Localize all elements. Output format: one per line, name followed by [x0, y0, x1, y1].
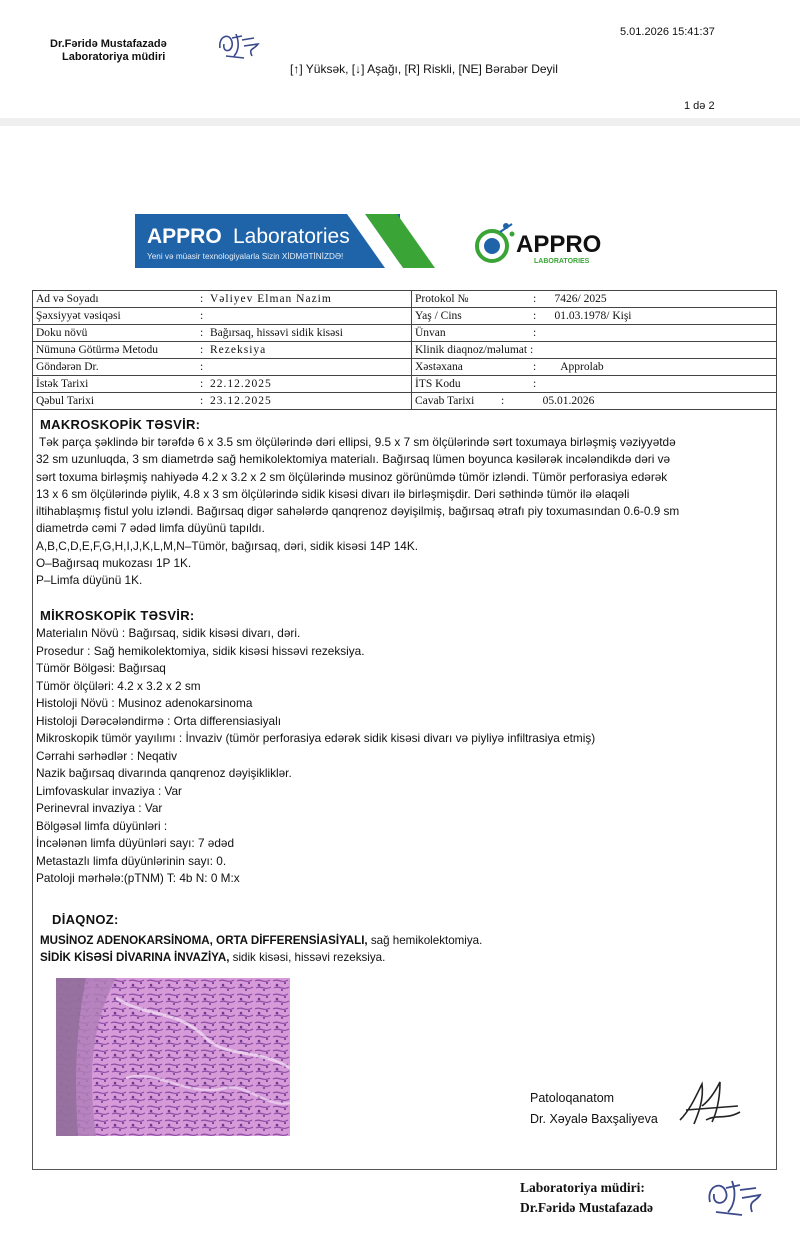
table-row: İstək Tarixi : 22.12.2025 İTS Kodu : [33, 376, 777, 393]
accept-label: Qəbul Tarixi [36, 395, 95, 407]
id-label: Şəxsiyyət vəsiqəsi [36, 310, 121, 322]
method-label: Nümunə Götürmə Metodu [36, 344, 159, 356]
micro-line: Bölgəsəl limfa düyünləri : [36, 818, 168, 833]
macro-line: O–Bağırsaq mukozası 1P 1K. [36, 556, 192, 571]
table-row: Göndərən Dr. : Xəstəxana : Approlab [33, 359, 777, 376]
macro-line: diametrdə cəmi 7 ədəd limfa düyünü tapıldı. [36, 521, 265, 536]
macro-text [36, 434, 772, 590]
answer-value: 05.01.2026 [542, 395, 595, 407]
side-logo-name: APPRO [516, 231, 602, 258]
micro-line: Materialın Növü : Bağırsaq, sidik kisəsi divarı, dəri. [36, 626, 301, 640]
diagnosis-title: DİAQNOZ: [52, 912, 119, 927]
macro-line: P–Limfa düyünü 1K. [36, 573, 143, 588]
macro-line: 13 x 6 sm ölçülərində piylik, 4.8 x 3 sm ölçülərində sidik kisəsi divarı ilə birləşmişdir. Dəri səthində tümör ilə əlaqəli [36, 486, 630, 501]
macro-line: 32 sm uzunluqda, 3 sm diametrdə sağ hemikolektomiya materialı. Bağırsaq lümen boyunca kəsilərək incələndikdə dəri və [36, 452, 671, 467]
appro-banner-logo [135, 214, 435, 268]
micro-title: MİKROSKOPİK TƏSVİR: [40, 608, 195, 623]
macro-title: MAKROSKOPİK TƏSVİR: [40, 417, 201, 432]
micro-line: Histoloji Növü : Musinoz adenokarsinoma [36, 696, 253, 710]
side-logo-sub: LABORATORIES [534, 258, 590, 265]
banner-title-2: Laboratories [233, 225, 350, 248]
table-row: Qəbul Tarixi : 23.12.2025 Cavab Tarixi : 05.01.2026 [33, 393, 777, 410]
table-row: Şəxsiyyət vəsiqəsi : Yaş / Cins : 01.03.1978/ Kişi [33, 308, 777, 325]
micro-line: Perinevral invaziya : Var [36, 801, 163, 815]
table-row: Ad və Soyadı : Vəliyev Elman Nazim Protokol № : 7426/ 2025 [33, 291, 777, 308]
micro-line: Limfovaskular invaziya : Var [36, 783, 182, 798]
footer-signature-icon [702, 1172, 768, 1224]
diagnosis-text [40, 932, 482, 966]
sender-label: Göndərən Dr. [36, 361, 99, 373]
age-value: 01.03.1978/ Kişi [554, 310, 632, 322]
protocol-value: 7426/ 2025 [554, 293, 607, 305]
method-value: Rezeksiya [210, 344, 267, 356]
pathologist-role: Patoloqanatom [530, 1091, 615, 1105]
header-director-role: Laboratoriya müdiri [62, 51, 166, 63]
flag-legend: [↑] Yüksək, [↓] Aşağı, [R] Riskli, [NE] Bərabər Deyil [290, 62, 558, 76]
accept-value: 23.12.2025 [210, 395, 272, 407]
macro-line: Tək parça şəklində bir tərəfdə 6 x 3.5 sm ölçülərində dəri ellipsi, 9.5 x 7 sm ölçülərində sərt toxumaya birləşmiş vəziyyətdə [39, 435, 676, 449]
answer-label: Cavab Tarixi [415, 395, 475, 407]
micro-line: Histoloji Dərəcələndirmə : Orta differensiasiyalı [36, 713, 281, 728]
page-separator [0, 118, 800, 126]
micro-line: Nazik bağırsaq divarında qanqrenoz dəyişikliklər. [36, 766, 292, 780]
age-label: Yaş / Cins [415, 310, 462, 322]
micro-line: Prosedur : Sağ hemikolektomiya, sidik kisəsi hissəvi rezeksiya. [36, 643, 365, 658]
micro-line: Patoloji mərhələ:(pTNM) T: 4b N: 0 M:x [36, 871, 240, 885]
micro-line: Mikroskopik tümör yayılımı : İnvaziv (tümör perforasiya edərək sidik kisəsi divarı və piyliyə infiltrasiya etmiş) [36, 731, 596, 745]
macro-line: A,B,C,D,E,F,G,H,I,J,K,L,M,N–Tümör, bağırsaq, dəri, sidik kisəsi 14P 14K. [36, 538, 419, 553]
pathologist-name: Dr. Xəyalə Baxşaliyeva [530, 1112, 658, 1126]
request-label: İstək Tarixi [36, 378, 89, 390]
diagnosis-line1-bold: MUSİNOZ ADENOKARSİNOMA, ORTA DİFFERENSİASİYALI, [40, 934, 368, 947]
header-director-name: Dr.Fəridə Mustafazadə [50, 38, 167, 50]
diagnosis-line1-rest: sağ hemikolektomiya. [367, 934, 483, 947]
banner-tagline: Yeni və müasir texnologiyalarla Sizin XİDMƏTİNİZDƏ! [147, 252, 344, 261]
page-indicator: 1 də 2 [684, 100, 715, 112]
header-signature-icon [214, 26, 264, 66]
address-label: Ünvan [415, 327, 446, 339]
name-label: Ad və Soyadı [36, 293, 99, 305]
request-value: 22.12.2025 [210, 378, 272, 390]
name-value: Vəliyev Elman Nazim [210, 293, 332, 305]
banner-title-1: APPRO [147, 225, 222, 248]
macro-line: iltihablaşmış fistul yolu izləndi. Bağırsaq digər sahələrdə qanqrenoz dəyişilmiş, bağırsaq ətrafı piy toxumasından 0.6-0.9 sm [36, 504, 680, 519]
appro-side-logo [472, 218, 632, 268]
pathologist-signature-icon [676, 1076, 746, 1132]
micro-line: Cərrahi sərhədlər : Neqativ [36, 748, 177, 763]
diagnosis-line2-bold: SİDİK KİSƏSİ DİVARINA İNVAZİYA, [40, 951, 230, 964]
diagnosis-line2-rest: sidik kisəsi, hissəvi rezeksiya. [229, 951, 386, 964]
hospital-label: Xəstəxana [415, 361, 463, 373]
footer-director [520, 1178, 653, 1218]
protocol-label: Protokol № [415, 293, 469, 305]
tissue-value: Bağırsaq, hissəvi sidik kisəsi [210, 327, 343, 339]
print-datetime: 5.01.2026 15:41:37 [620, 26, 715, 38]
micro-text [36, 625, 772, 888]
table-row: Doku növü : Bağırsaq, hissəvi sidik kisəsi Ünvan : [33, 325, 777, 342]
micro-line: Tümör Bölgəsi: Bağırsaq [36, 661, 166, 675]
hospital-value: Approlab [560, 361, 604, 373]
macro-line: sərt toxuma birləşmiş nahiyədə 4.2 x 3.2 x 2 sm ölçülərində musinoz görünümdə tümör izləndi. Tümör perforasiya edərək [36, 469, 668, 484]
micro-line: Tümör ölçüləri: 4.2 x 3.2 x 2 sm [36, 678, 201, 693]
clinical-label: Klinik diaqnoz/məlumat : [415, 344, 534, 356]
table-row: Nümunə Götürmə Metodu : Rezeksiya Klinik diaqnoz/məlumat : [33, 342, 777, 359]
pathologist-signature [530, 1088, 658, 1130]
micro-line: Metastazlı limfa düyünlərinin sayı: 0. [36, 853, 227, 868]
footer-name: Dr.Fəridə Mustafazadə [520, 1200, 653, 1215]
histology-image [56, 978, 290, 1136]
micro-line: İncələnən limfa düyünləri sayı: 7 ədəd [36, 836, 235, 850]
patient-info-table [32, 290, 777, 410]
tissue-label: Doku növü [36, 327, 88, 339]
footer-role: Laboratoriya müdiri: [520, 1180, 645, 1195]
its-label: İTS Kodu [415, 378, 461, 390]
